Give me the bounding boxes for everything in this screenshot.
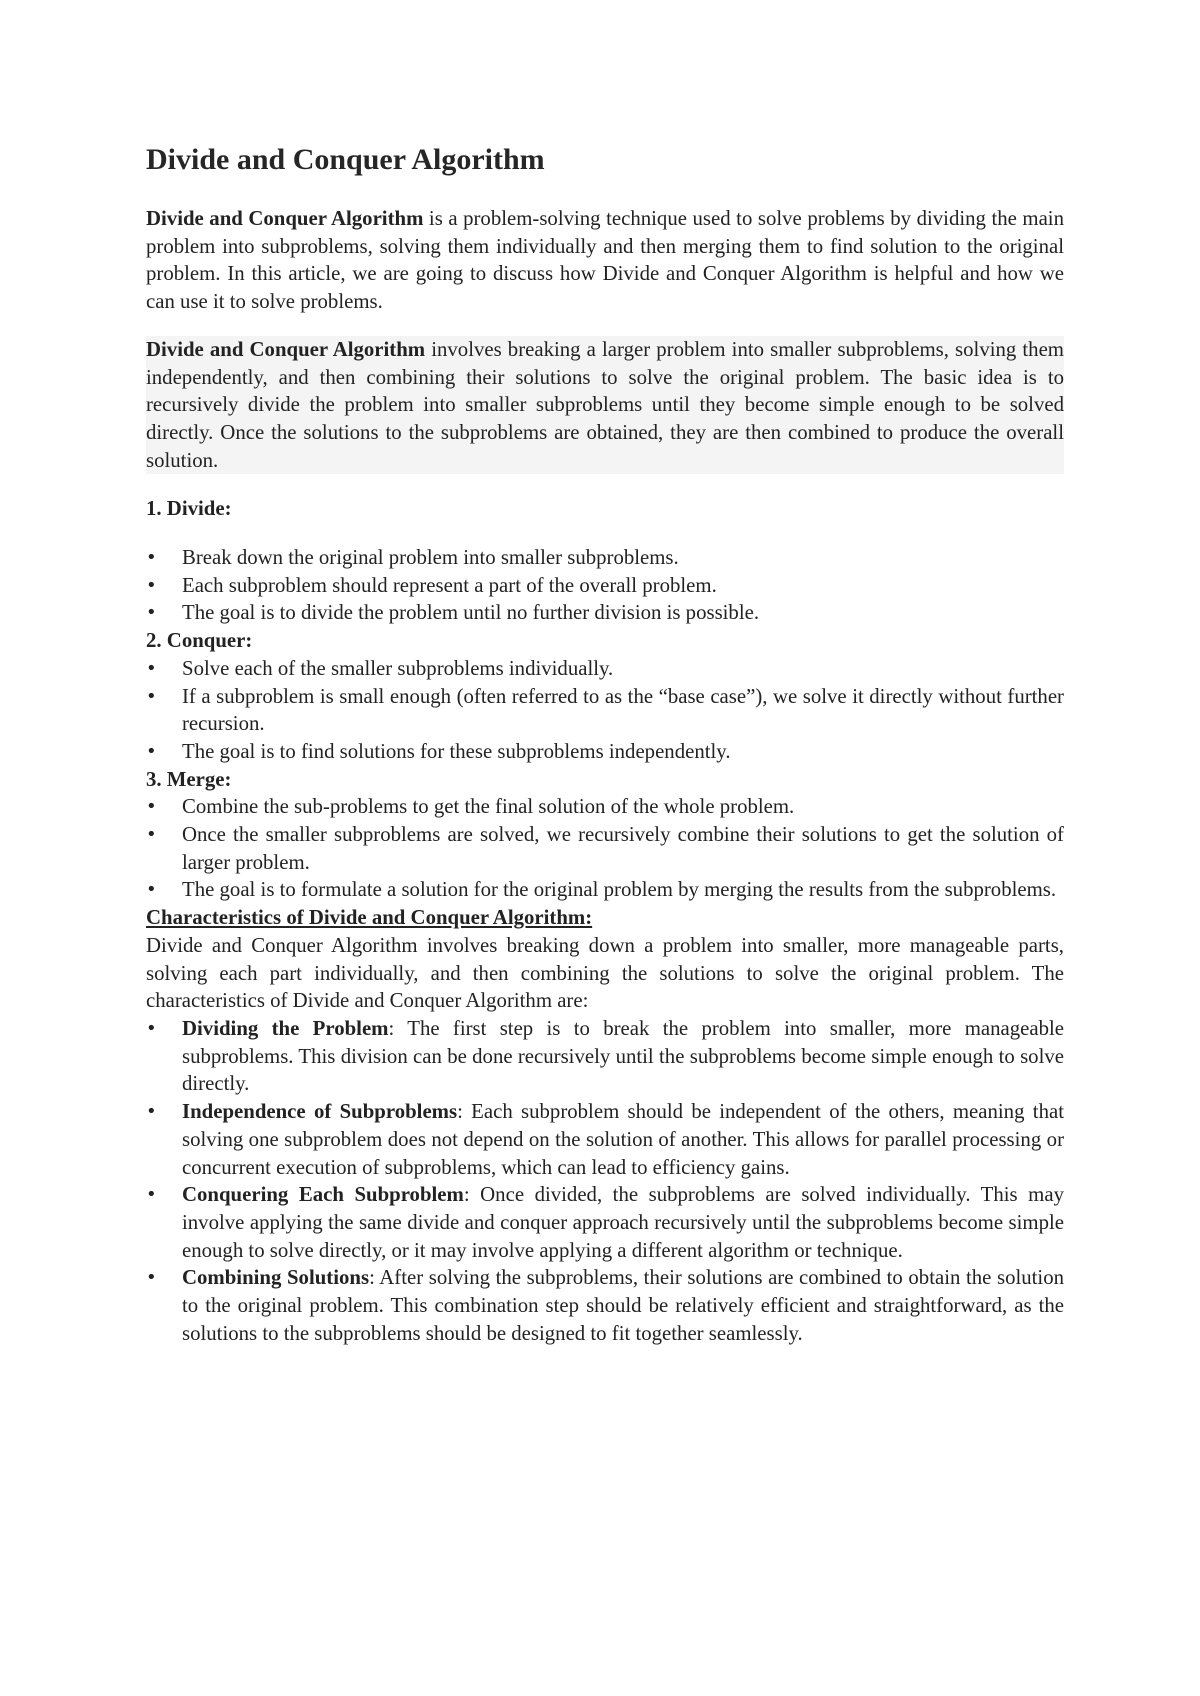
characteristic-term: Conquering Each Subproblem — [182, 1183, 464, 1207]
characteristics-list — [146, 1015, 1064, 1347]
characteristic-text: : Once divided, the subproblems are solved individually. This may involve applying the same divide and conquer approach recursively until the subproblems become simple enough to solve directly, or it may involve applying a different algorithm or technique. — [182, 1183, 1064, 1262]
list-item — [146, 1181, 1064, 1264]
list-item: • The goal is to formulate a solution for the original problem by merging the results from the subproblems. — [146, 876, 1064, 904]
characteristic-text: : The first step is to break the problem into smaller, more manageable subproblems. This division can be done recursively until the subproblems become simple enough to solve directly. — [182, 1016, 1064, 1096]
step-conquer-list — [146, 655, 1064, 766]
list-item: • Each subproblem should represent a part of the overall problem. — [146, 572, 1064, 600]
list-item — [146, 1264, 1064, 1347]
overview-paragraph — [146, 336, 1064, 475]
list-item: • The goal is to divide the problem until no further division is possible. — [146, 599, 1064, 627]
list-item: • Once the smaller subproblems are solved, we recursively combine their solutions to get the solution of larger problem. — [146, 821, 1064, 876]
step-merge-heading: 3. Merge: — [146, 767, 232, 791]
list-item — [146, 1098, 1064, 1181]
step-conquer-heading: 2. Conquer: — [146, 629, 253, 653]
document-title: Divide and Conquer Algorithm — [146, 143, 545, 176]
list-item: • If a subproblem is small enough (often referred to as the “base case”), we solve it directly without further recursion. — [146, 683, 1064, 738]
characteristic-term: Combining Solutions — [182, 1266, 370, 1290]
characteristics-heading: Characteristics of Divide and Conquer Algorithm: — [146, 906, 593, 930]
step-divide-heading: 1. Divide: — [146, 497, 232, 521]
document-body — [146, 205, 1064, 1347]
list-item: • Break down the original problem into smaller subproblems. — [146, 544, 1064, 572]
intro-paragraph — [146, 205, 1064, 316]
overview-text: involves breaking a larger problem into smaller subproblems, solving them independently, and then combining their solutions to solve the original problem. The basic idea is to recursively divide the problem into smaller subproblems until they become simple enough to be solved directly. Once the solutions to the subproblems are obtained, they are then combined to produce the overall solution. — [146, 337, 1064, 472]
intro-text: is a problem-solving technique used to solve problems by dividing the main problem into subproblems, solving them individually and then merging them to find solution to the original problem. In this article, we are going to discuss how Divide and Conquer Algorithm is helpful and how we can use it to solve problems. — [146, 207, 1064, 314]
characteristic-text: : Each subproblem should be independent of the others, meaning that solving one subproblem does not depend on the solution of another. This allows for parallel processing or concurrent execution of subproblems, which can lead to efficiency gains. — [182, 1100, 1064, 1179]
list-item — [146, 1015, 1064, 1098]
characteristic-term: Dividing the Problem — [182, 1016, 389, 1040]
overview-bold-lead: Divide and Conquer Algorithm — [146, 337, 426, 361]
characteristic-term: Independence of Subproblems — [182, 1100, 458, 1124]
step-merge-list — [146, 793, 1064, 904]
list-item: • Solve each of the smaller subproblems individually. — [146, 655, 1064, 683]
list-item: • Combine the sub-problems to get the final solution of the whole problem. — [146, 793, 1064, 821]
characteristic-text: : After solving the subproblems, their solutions are combined to obtain the solution to the original problem. This combination step should be relatively efficient and straightforward, as the solutions to the subproblems should be designed to fit together seamlessly. — [182, 1266, 1064, 1345]
list-item: • The goal is to find solutions for these subproblems independently. — [146, 738, 1064, 766]
intro-bold-lead: Divide and Conquer Algorithm — [146, 207, 424, 230]
step-divide-list — [146, 544, 1064, 627]
characteristics-intro: Divide and Conquer Algorithm involves breaking down a problem into smaller, more manageable parts, solving each part individually, and then combining the solutions to solve the original problem. The characteristics of Divide and Conquer Algorithm are: — [146, 933, 1064, 1013]
